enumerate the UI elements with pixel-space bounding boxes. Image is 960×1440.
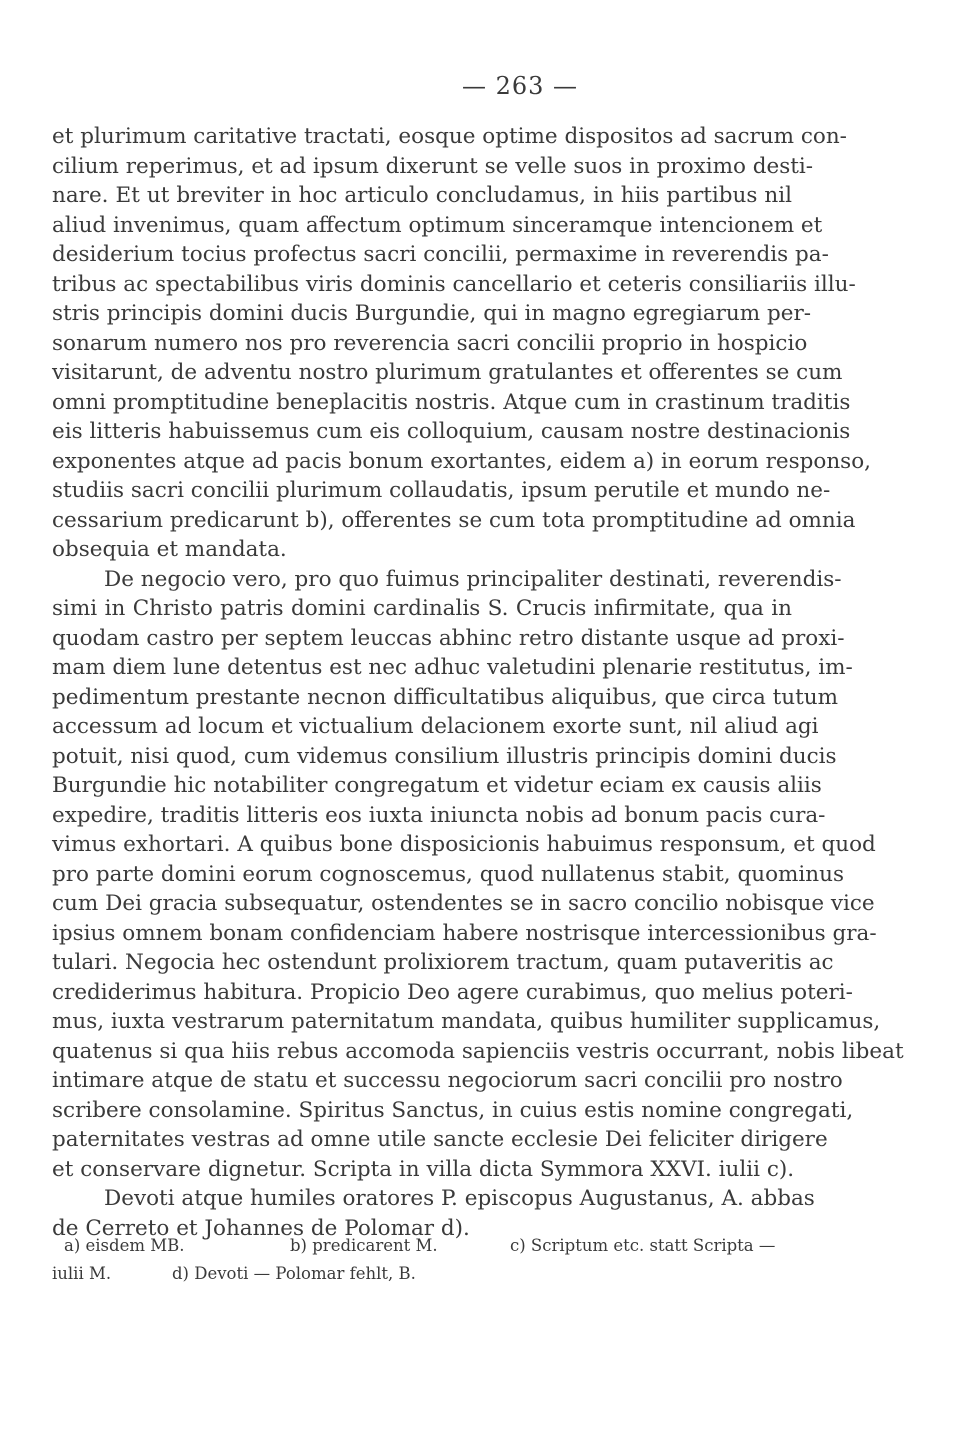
text-line: omni promptitudine beneplacitis nostris. Atque cum in crastinum traditis	[52, 389, 851, 415]
text-line: cessarium predicarunt b), offerentes se cum tota promptitudine ad omnia	[52, 507, 856, 533]
text-line: sonarum numero nos pro reverencia sacri concilii proprio in hospicio	[52, 330, 808, 356]
text-line: cum Dei gracia subsequatur, ostendentes se in sacro concilio nobisque vice	[52, 891, 875, 916]
text-line: quatenus si qua hiis rebus accomoda sapienciis vestris occurrant, nobis libeat	[52, 1038, 904, 1064]
text-line: et plurimum caritative tractati, eosque optime dispositos ad sacrum con-	[52, 124, 847, 149]
text-line: pro parte domini eorum cognoscemus, quod nullatenus stabit, quominus	[52, 861, 845, 887]
text-line: exponentes atque ad pacis bonum exortantes, eidem a) in eorum responso,	[52, 448, 871, 474]
body-text	[52, 122, 904, 1243]
text-line: scribere consolamine. Spiritus Sanctus, in cuius estis nomine congregati,	[52, 1097, 854, 1123]
page-number: — 263 —	[461, 72, 579, 100]
text-line: quodam castro per septem leuccas abhinc retro distante usque ad proxi-	[52, 625, 845, 651]
text-line: vimus exhortari. A quibus bone disposicionis habuimus responsum, et quod	[52, 832, 876, 857]
text-line: visitarunt, de adventu nostro plurimum gratulantes et offerentes se cum	[52, 360, 843, 385]
text-line: intimare atque de statu et successu negociorum sacri concilii pro nostro	[52, 1068, 843, 1093]
text-line: paternitates vestras ad omne utile sancte ecclesie Dei feliciter dirigere	[52, 1127, 828, 1152]
text-line: simi in Christo patris domini cardinalis S. Crucis infirmitate, qua in	[52, 596, 792, 621]
text-line: pedimentum prestante necnon difficultatibus aliquibus, que circa tutum	[52, 684, 838, 710]
footnote-row	[52, 1260, 792, 1288]
text-line: obsequia et mandata.	[52, 537, 287, 562]
text-line: stris principis domini ducis Burgundie, qui in magno egregiarum per-	[52, 301, 812, 326]
footnote-b: b) predicarent M.	[290, 1236, 438, 1255]
text-line: ipsius omnem bonam confidenciam habere nostrisque intercessionibus gra-	[52, 920, 877, 946]
text-line: eis litteris habuissemus cum eis colloquium, causam nostre destinacionis	[52, 419, 851, 444]
footnote-d: d) Devoti — Polomar fehlt, B.	[172, 1264, 416, 1283]
text-line: mus, iuxta vestrarum paternitatum mandata, quibus humiliter supplicamus,	[52, 1009, 881, 1034]
footnote-c: c) Scriptum etc. statt Scripta —	[510, 1236, 776, 1255]
footnote-row	[52, 1232, 792, 1260]
text-line: aliud invenimus, quam affectum optimum sinceramque intencionem et	[52, 212, 823, 238]
text-line: De negocio vero, pro quo fuimus principaliter destinati, reverendis-	[104, 566, 842, 592]
text-line: et conservare dignetur. Scripta in villa dicta Symmora XXVI. iulii c).	[52, 1156, 795, 1182]
text-line: cilium reperimus, et ad ipsum dixerunt se velle suos in proximo desti-	[52, 153, 814, 179]
text-line: desiderium tocius profectus sacri concilii, permaxime in reverendis pa-	[52, 242, 829, 267]
footnotes	[52, 1232, 792, 1288]
text-line: tribus ac spectabilibus viris dominis cancellario et ceteris consiliariis illu-	[52, 271, 856, 297]
text-line: mam diem lune detentus est nec adhuc valetudini plenarie restitutus, im-	[52, 655, 853, 680]
text-line: de Cerreto et Johannes de Polomar d).	[52, 1215, 470, 1241]
text-line: tulari. Negocia hec ostendunt prolixiorem tractum, quam putaveritis ac	[52, 950, 834, 975]
footnote-a: a) eisdem MB.	[64, 1236, 185, 1255]
text-line: expedire, traditis litteris eos iuxta iniuncta nobis ad bonum pacis cura-	[52, 802, 826, 828]
footnote-c-continued: iulii M.	[52, 1264, 112, 1283]
text-line: studiis sacri concilii plurimum collaudatis, ipsum perutile et mundo ne-	[52, 478, 831, 503]
text-line: potuit, nisi quod, cum videmus consilium illustris principis domini ducis	[52, 743, 837, 769]
text-line: nare. Et ut breviter in hoc articulo concludamus, in hiis partibus nil	[52, 183, 792, 208]
text-line: Burgundie hic notabiliter congregatum et videtur eciam ex causis aliis	[52, 773, 822, 798]
text-line: crediderimus habitura. Propicio Deo agere curabimus, quo melius poteri-	[52, 979, 853, 1005]
text-line: accessum ad locum et victualium delacionem exorte sunt, nil aliud agi	[52, 714, 819, 739]
text-line: Devoti atque humiles oratores P. episcopus Augustanus, A. abbas	[104, 1186, 815, 1211]
